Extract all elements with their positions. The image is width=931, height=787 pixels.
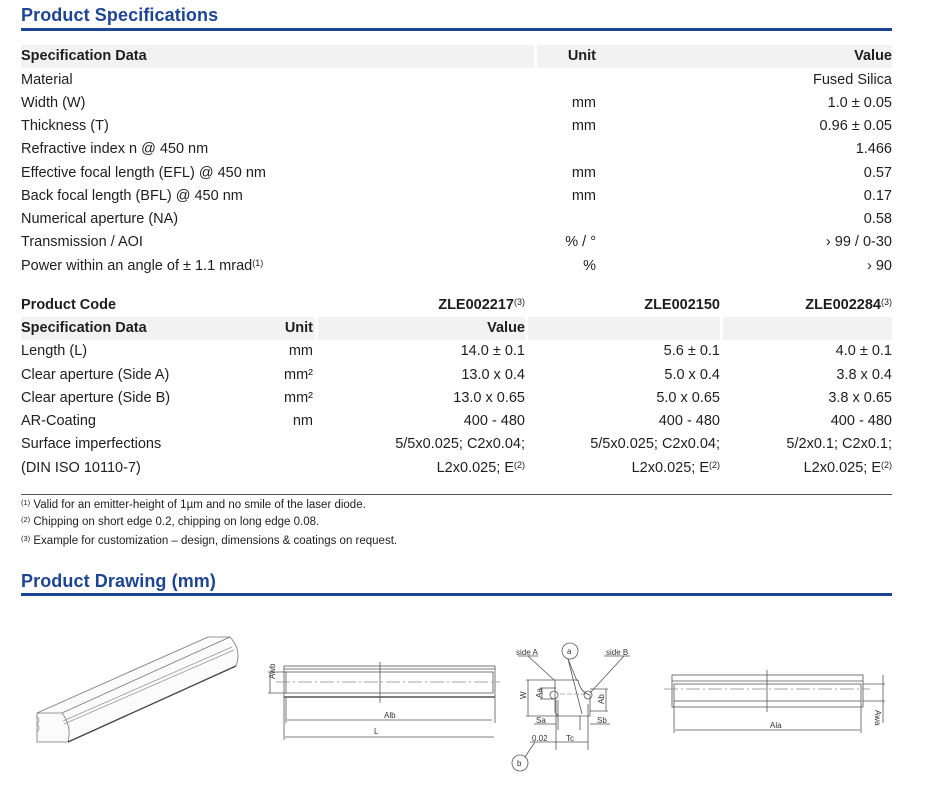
product-row — [21, 457, 892, 480]
product-drawing — [0, 620, 931, 787]
label-alb: Alb — [384, 711, 396, 720]
spec-label: Effective focal length (EFL) @ 450 nm — [21, 165, 266, 181]
product-value: 5/5x0.025; C2x0.04; — [590, 436, 720, 452]
product-unit: mm² — [284, 390, 313, 406]
label-side-b: side B — [606, 648, 629, 657]
product-code-2 — [644, 294, 720, 317]
spec-row — [21, 162, 892, 185]
product-value: 400 - 480 — [830, 413, 892, 429]
section-rule — [21, 593, 892, 596]
spec-label: Refractive index n @ 450 nm — [21, 141, 209, 157]
spec-label: Numerical aperture (NA) — [21, 211, 179, 227]
product-label: Clear aperture (Side B) — [21, 390, 171, 406]
label-w: W — [519, 691, 528, 699]
product-unit: mm² — [284, 367, 313, 383]
spec-row — [21, 185, 892, 208]
label-sb: Sb — [597, 716, 607, 725]
product-code-text: ZLE002150 — [644, 297, 720, 313]
footnote-mark: (2) — [21, 515, 31, 524]
footnote — [21, 497, 366, 513]
product-label: Surface imperfections — [21, 436, 162, 452]
product-label: AR-Coating — [21, 413, 96, 429]
product-value: 400 - 480 — [658, 413, 720, 429]
product-value-text: L2x0.025; E — [631, 460, 709, 476]
footnote-divider — [21, 494, 892, 495]
footnote-ref: (3) — [881, 297, 892, 307]
spec-label — [21, 255, 263, 278]
spec-table-header — [21, 45, 892, 68]
spec-value: 0.58 — [863, 211, 892, 227]
label-l: L — [374, 727, 379, 736]
product-value: 5.0 x 0.4 — [664, 367, 720, 383]
product-code-text: ZLE002284 — [805, 297, 881, 313]
product-code-3 — [805, 294, 892, 317]
product-code-label: Product Code — [21, 297, 117, 313]
product-table-header — [21, 317, 892, 340]
spec-value: 0.96 ± 0.05 — [819, 118, 892, 134]
label-aa: Aa — [535, 688, 544, 698]
product-code-1 — [438, 294, 525, 317]
header-divider — [525, 317, 528, 340]
spec-unit: mm — [571, 188, 596, 204]
spec-value: 0.57 — [863, 165, 892, 181]
footnote-text: Chipping on short edge 0.2, chipping on long edge 0.08. — [33, 516, 320, 528]
header-spec-data: Specification Data — [21, 320, 147, 336]
label-ala: Ala — [770, 721, 782, 730]
header-unit: Unit — [567, 48, 596, 64]
product-value — [804, 457, 892, 480]
spec-label: Thickness (T) — [21, 118, 109, 134]
isometric-view — [37, 637, 238, 742]
header-value: Value — [487, 320, 525, 336]
spec-value: 1.0 ± 0.05 — [827, 95, 892, 111]
label-b: b — [517, 759, 522, 768]
label-side-a: side A — [516, 648, 538, 657]
spec-row — [21, 231, 892, 254]
spec-label-text: Power within an angle of ± 1.1 mrad — [21, 258, 253, 274]
product-value: 5/5x0.025; C2x0.04; — [395, 436, 525, 452]
footnote-ref: (2) — [709, 460, 720, 470]
product-value-text: L2x0.025; E — [436, 460, 514, 476]
product-unit: nm — [292, 413, 313, 429]
label-tc: Tc — [566, 734, 574, 743]
spec-value: 1.466 — [855, 141, 892, 157]
label-awb: Awb — [268, 663, 277, 679]
product-label: Length (L) — [21, 343, 88, 359]
footnote-ref: (3) — [514, 297, 525, 307]
spec-value: › 90 — [867, 258, 892, 274]
product-value: 5/2x0.1; C2x0.1; — [786, 436, 892, 452]
header-divider — [720, 317, 723, 340]
header-divider — [534, 45, 537, 68]
spec-unit: % — [583, 258, 596, 274]
side-b-view — [268, 662, 500, 740]
label-awa: Awa — [873, 710, 882, 726]
product-value: 3.8 x 0.65 — [828, 390, 892, 406]
footnote-text: Example for customization – design, dimensions & coatings on request. — [33, 535, 398, 547]
spec-row — [21, 208, 892, 231]
product-value: 5.6 ± 0.1 — [663, 343, 720, 359]
product-row — [21, 364, 892, 387]
product-value: 3.8 x 0.4 — [836, 367, 892, 383]
header-unit: Unit — [284, 320, 313, 336]
footnote-ref: (2) — [881, 460, 892, 470]
spec-value: › 99 / 0-30 — [825, 234, 892, 250]
product-row — [21, 433, 892, 456]
product-value: 14.0 ± 0.1 — [460, 343, 525, 359]
label-a: a — [567, 647, 572, 656]
cross-section-view — [512, 643, 630, 771]
label-ab: Ab — [597, 694, 606, 704]
footnote-ref: (1) — [252, 258, 264, 268]
section-title-specifications: Product Specifications — [21, 5, 219, 25]
spec-unit: mm — [571, 165, 596, 181]
product-value: 4.0 ± 0.1 — [835, 343, 892, 359]
spec-row — [21, 69, 892, 92]
section-title-drawing: Product Drawing (mm) — [21, 571, 217, 591]
spec-label: Back focal length (BFL) @ 450 nm — [21, 188, 243, 204]
product-value: 13.0 x 0.65 — [453, 390, 525, 406]
footnote — [21, 533, 397, 549]
spec-unit: mm — [571, 95, 596, 111]
product-value — [437, 457, 525, 480]
label-tolerance: 0.02 — [532, 734, 548, 743]
spec-row — [21, 92, 892, 115]
product-unit: mm — [288, 343, 313, 359]
label-sa: Sa — [536, 716, 546, 725]
product-row — [21, 410, 892, 433]
product-value: 400 - 480 — [463, 413, 525, 429]
footnote-ref: (2) — [514, 460, 525, 470]
spec-row — [21, 138, 892, 161]
header-spec-data: Specification Data — [21, 48, 147, 64]
footnote-mark: (1) — [21, 498, 31, 507]
footnote-text: Valid for an emitter-height of 1µm and no smile of the laser diode. — [33, 499, 366, 511]
spec-value: 0.17 — [863, 188, 892, 204]
footnote — [21, 514, 319, 530]
product-value-text: L2x0.025; E — [803, 460, 881, 476]
spec-value: Fused Silica — [813, 72, 892, 88]
spec-label: Transmission / AOI — [21, 234, 143, 250]
footnote-mark: (3) — [21, 534, 31, 543]
header-value: Value — [854, 48, 892, 64]
product-label: (DIN ISO 10110-7) — [21, 460, 141, 476]
product-row — [21, 340, 892, 363]
product-value: 13.0 x 0.4 — [461, 367, 525, 383]
product-code-row — [21, 294, 892, 317]
product-value: 5.0 x 0.65 — [656, 390, 720, 406]
spec-row — [21, 115, 892, 138]
product-code-text: ZLE002217 — [438, 297, 514, 313]
spec-label: Material — [21, 72, 73, 88]
spec-label: Width (W) — [21, 95, 86, 111]
drawing-svg — [0, 620, 931, 787]
product-row — [21, 387, 892, 410]
header-divider — [315, 317, 318, 340]
spec-row — [21, 255, 892, 278]
product-value — [632, 457, 720, 480]
product-label: Clear aperture (Side A) — [21, 367, 170, 383]
section-rule — [21, 28, 892, 31]
spec-unit: % / ° — [565, 234, 596, 250]
spec-unit: mm — [571, 118, 596, 134]
